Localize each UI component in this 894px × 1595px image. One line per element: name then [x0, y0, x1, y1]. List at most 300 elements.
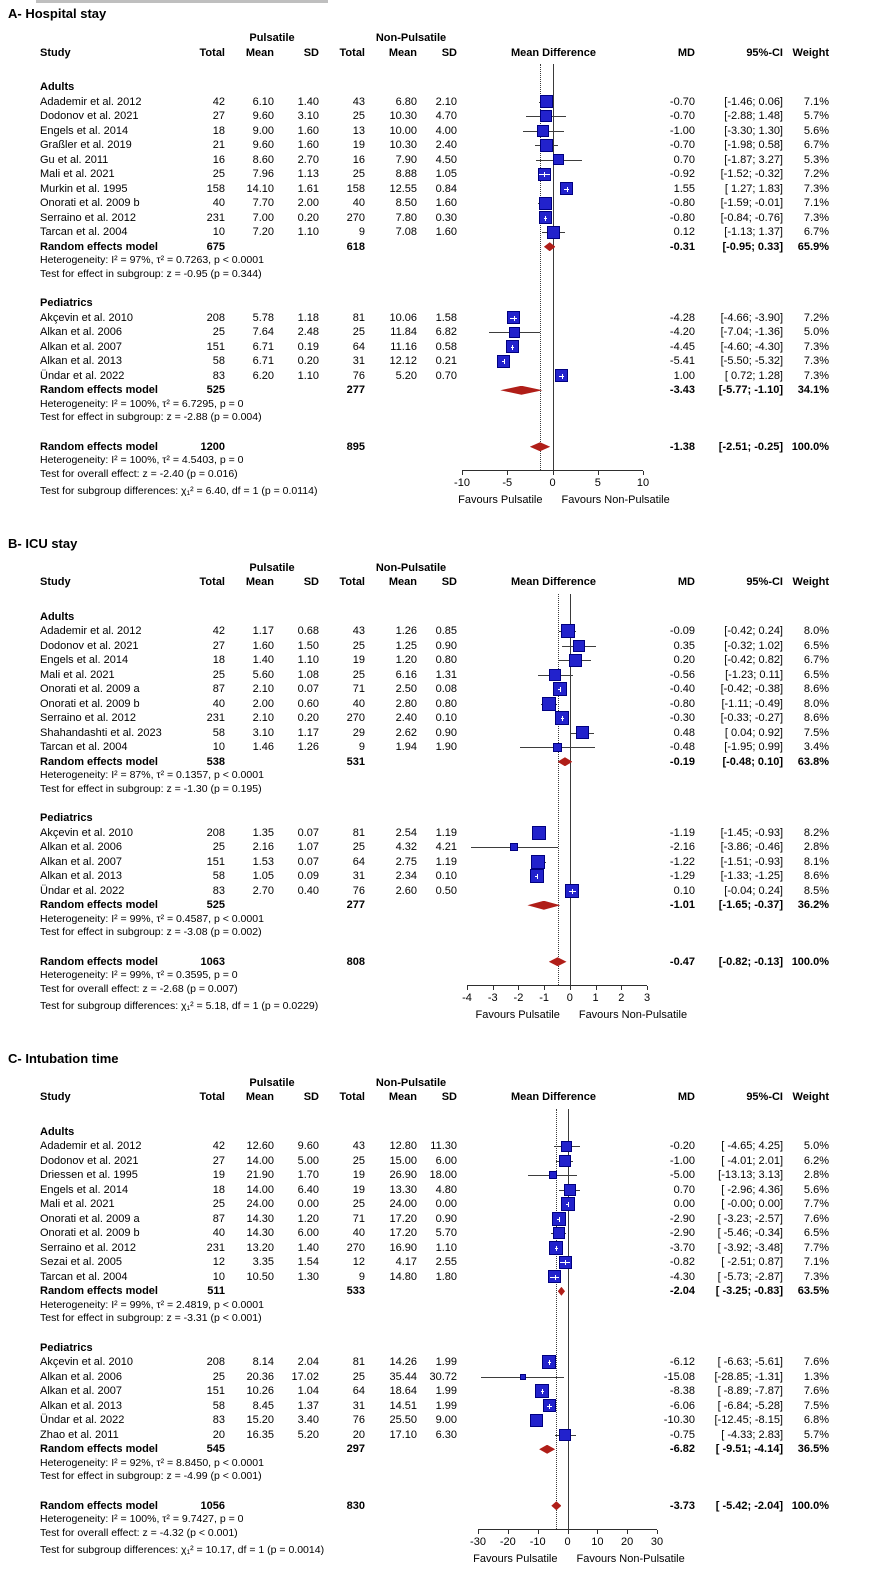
empty-cell [365, 811, 417, 826]
x-axis-tick-label: 5 [594, 476, 601, 489]
md-white-tick [549, 1360, 550, 1365]
sd-non-pulsatile: 1.19 [435, 855, 457, 868]
study-name: Alkan et al. 2007 [40, 340, 122, 353]
study-row [0, 1226, 894, 1241]
mean-pulsatile: 3.10 [252, 726, 274, 739]
md-white-tick [512, 345, 513, 350]
sd-non-pulsatile-header: SD [441, 576, 457, 588]
weight-value: 8.1% [803, 855, 829, 868]
x-axis-tick [596, 986, 597, 990]
sd-non-pulsatile: 4.21 [435, 841, 457, 853]
sd-pulsatile: 1.37 [297, 1399, 319, 1412]
plot-cell [457, 955, 650, 970]
sd-pulsatile: 1.54 [297, 1256, 319, 1268]
total-non-pulsatile: 64 [352, 1385, 365, 1397]
weight-value: 100.0% [791, 1499, 829, 1512]
empty-cell [417, 610, 457, 625]
sd-pulsatile: 1.26 [297, 741, 319, 753]
md-white-tick [560, 687, 561, 692]
ci-value: [-0.42; 0.82] [724, 654, 783, 666]
total-non-pulsatile: 270 [346, 712, 365, 724]
group-label-non-pulsatile: Non-Pulsatile [375, 1076, 447, 1089]
study-row [0, 1270, 894, 1285]
summary-diamond [558, 757, 573, 766]
empty-cell [225, 755, 274, 770]
mean-pulsatile: 14.30 [246, 1227, 274, 1239]
sd-non-pulsatile: 1.60 [435, 197, 457, 209]
column-group-header [0, 31, 894, 46]
md-value: -5.00 [669, 1169, 695, 1181]
total-non-pulsatile: 270 [346, 211, 365, 224]
md-value: 0.70 [673, 1183, 695, 1196]
total-non-pulsatile: 76 [352, 369, 365, 382]
empty-cell [417, 1442, 457, 1457]
study-row [0, 1154, 894, 1169]
x-axis-tick-label: 0 [566, 991, 573, 1004]
total-non-pulsatile: 16 [352, 153, 365, 166]
sd-pulsatile: 1.61 [297, 182, 319, 195]
md-value: -0.92 [669, 168, 695, 180]
plot-cell [457, 884, 650, 899]
md-value: -2.16 [669, 841, 695, 853]
study-name: Zhao et al. 2011 [40, 1428, 119, 1441]
total-non-pulsatile: 277 [346, 384, 365, 396]
weight-value: 6.7% [803, 226, 829, 238]
total-non-pulsatile: 9 [358, 1270, 365, 1283]
ci-value: [-5.77; -1.10] [718, 384, 783, 396]
mean-pulsatile: 3.35 [252, 1256, 274, 1268]
study-name: Ündar et al. 2022 [40, 369, 125, 382]
md-value: -0.09 [669, 625, 695, 637]
ci-value: [-1.52; -0.32] [720, 168, 783, 180]
ci-value: [-0.33; -0.27] [720, 712, 783, 724]
md-header: MD [677, 1091, 695, 1103]
study-row [0, 182, 894, 197]
sd-pulsatile: 5.20 [297, 1428, 319, 1441]
total-non-pulsatile: 12 [352, 1256, 365, 1268]
mean-pulsatile-header: Mean [245, 46, 274, 59]
empty-cell [695, 80, 783, 95]
x-axis-tick [462, 471, 463, 475]
sd-pulsatile: 17.02 [291, 1370, 319, 1383]
mean-non-pulsatile: 2.75 [395, 855, 417, 868]
study-row [0, 124, 894, 139]
study-row [0, 1241, 894, 1256]
sd-non-pulsatile: 2.10 [435, 95, 457, 108]
study-row [0, 840, 894, 855]
study-row [0, 109, 894, 124]
sd-pulsatile: 0.68 [297, 625, 319, 637]
sd-pulsatile: 3.10 [297, 110, 319, 122]
effect-square [561, 624, 575, 638]
ci-value: [-7.04; -1.36] [720, 326, 783, 338]
mean-non-pulsatile: 6.80 [395, 95, 417, 108]
mean-pulsatile: 6.10 [252, 95, 274, 108]
mean-non-pulsatile-header: Mean [388, 1091, 417, 1103]
empty-cell [365, 1125, 417, 1140]
sd-non-pulsatile: 0.90 [435, 726, 457, 739]
total-non-pulsatile: 25 [352, 668, 365, 681]
md-white-tick [544, 172, 545, 177]
mean-pulsatile: 13.20 [246, 1241, 274, 1254]
weight-value: 3.4% [803, 741, 829, 753]
x-axis-tick-label: 10 [636, 476, 650, 489]
heterogeneity-note: Test for effect in subgroup: z = -4.99 (p < 0.001) [40, 1470, 262, 1482]
plot-cell [457, 898, 650, 913]
ci-value: [-1.65; -0.37] [718, 899, 783, 911]
md-value: -0.70 [669, 139, 695, 151]
empty-cell [319, 80, 365, 95]
study-name: Alkan et al. 2007 [40, 855, 122, 868]
empty-cell [225, 1442, 274, 1457]
mean-pulsatile: 1.17 [252, 625, 274, 637]
plot-cell [457, 653, 650, 668]
weight-value: 7.3% [803, 340, 829, 353]
mean-pulsatile: 9.60 [252, 139, 274, 151]
study-name: Alkan et al. 2013 [40, 1399, 122, 1412]
sd-non-pulsatile: 30.72 [429, 1370, 457, 1383]
effect-square [553, 154, 564, 165]
plot-cell [457, 682, 650, 697]
total-pulsatile: 1056 [200, 1499, 225, 1512]
x-axis-tick [568, 1530, 569, 1534]
sd-non-pulsatile: 1.99 [435, 1356, 457, 1368]
study-row [0, 711, 894, 726]
total-pulsatile: 10 [212, 226, 225, 238]
sd-pulsatile: 1.20 [297, 1212, 319, 1225]
study-row [0, 726, 894, 741]
x-axis-tick-label: -10 [454, 476, 470, 489]
mean-non-pulsatile: 4.32 [395, 841, 417, 853]
study-row [0, 167, 894, 182]
ci-value: [ -3.23; -2.57] [717, 1212, 783, 1225]
md-white-tick [542, 1389, 543, 1394]
mean-non-pulsatile: 1.94 [395, 741, 417, 753]
sd-non-pulsatile: 0.85 [435, 625, 457, 637]
effect-square [569, 654, 582, 667]
weight-value: 7.7% [803, 1241, 829, 1254]
weight-value: 6.5% [803, 639, 829, 652]
total-pulsatile: 40 [212, 697, 225, 710]
total-pulsatile: 25 [212, 841, 225, 853]
mean-non-pulsatile: 10.30 [389, 110, 417, 122]
sd-non-pulsatile-header: SD [441, 46, 457, 59]
effect-square [553, 743, 562, 752]
x-axis-tick-label: -3 [487, 991, 498, 1004]
study-name: Serraino et al. 2012 [40, 1241, 137, 1254]
plot-cell [457, 1241, 650, 1256]
md-white-tick [537, 874, 538, 879]
total-non-pulsatile: 31 [352, 1399, 365, 1412]
summary-label: Random effects model [40, 440, 158, 453]
mean-non-pulsatile-header: Mean [388, 576, 417, 588]
weight-value: 8.6% [803, 870, 829, 882]
sd-non-pulsatile: 4.50 [435, 153, 457, 166]
plot-cell [457, 325, 650, 340]
study-name: Akçevin et al. 2010 [40, 826, 133, 839]
total-non-pulsatile: 20 [352, 1428, 365, 1441]
cropped-text-artifact [36, 0, 328, 3]
study-name: Serraino et al. 2012 [40, 211, 137, 224]
overall-note: Test for overall effect: z = -2.40 (p = 0.016) [40, 467, 238, 480]
plot-cell [457, 153, 650, 168]
ci-value: [-0.04; 0.24] [724, 884, 783, 897]
plot-cell [457, 1183, 650, 1198]
total-non-pulsatile: 9 [358, 226, 365, 238]
weight-value: 5.3% [803, 153, 829, 166]
sd-non-pulsatile: 0.10 [435, 870, 457, 882]
total-pulsatile: 12 [212, 1256, 225, 1268]
total-pulsatile: 42 [212, 625, 225, 637]
x-axis-tick-label: 2 [618, 991, 625, 1004]
sd-non-pulsatile: 1.99 [435, 1385, 457, 1397]
total-non-pulsatile: 43 [352, 1140, 365, 1152]
sd-non-pulsatile: 6.82 [435, 326, 457, 338]
sd-non-pulsatile: 0.70 [435, 369, 457, 382]
weight-value: 2.8% [803, 841, 829, 853]
mean-pulsatile: 14.00 [246, 1154, 274, 1167]
empty-cell [274, 1442, 319, 1457]
sd-non-pulsatile: 0.10 [435, 712, 457, 724]
md-value: -4.45 [669, 340, 695, 353]
sd-pulsatile: 1.04 [297, 1385, 319, 1397]
total-pulsatile: 25 [212, 668, 225, 681]
subgroup-name: Pediatrics [40, 1341, 93, 1354]
effect-square [559, 1155, 571, 1167]
sd-pulsatile: 1.50 [297, 639, 319, 652]
md-value: -0.30 [669, 712, 695, 724]
x-axis-tick [467, 986, 468, 990]
empty-cell [185, 296, 225, 311]
spacer [0, 940, 894, 955]
empty-cell [274, 1284, 319, 1299]
md-value: -6.12 [669, 1356, 695, 1368]
md-white-tick [556, 1246, 557, 1251]
sd-non-pulsatile: 2.55 [435, 1256, 457, 1268]
column-group-header [0, 561, 894, 576]
sd-pulsatile-header: SD [303, 576, 319, 588]
plot-cell [457, 95, 650, 110]
weight-header: Weight [792, 576, 829, 588]
md-header: MD [677, 576, 695, 588]
heterogeneity-note: Heterogeneity: I² = 97%, τ² = 0.7263, p < 0.0001 [40, 254, 264, 266]
sd-non-pulsatile: 0.30 [435, 211, 457, 224]
mean-non-pulsatile: 6.16 [395, 668, 417, 681]
mean-non-pulsatile: 26.90 [389, 1169, 417, 1181]
x-axis-tick [627, 1530, 628, 1534]
mean-non-pulsatile: 11.84 [390, 326, 417, 338]
weight-value: 7.6% [803, 1212, 829, 1225]
md-value: -1.01 [669, 899, 695, 911]
study-name: Akçevin et al. 2010 [40, 311, 133, 324]
total-non-pulsatile: 25 [352, 326, 365, 338]
spacer [0, 590, 894, 610]
empty-cell [185, 80, 225, 95]
weight-value: 7.7% [803, 1198, 829, 1210]
study-name: Onorati et al. 2009 b [40, 1227, 140, 1239]
weight-value: 7.3% [803, 355, 829, 367]
empty-cell [274, 383, 319, 398]
weight-value: 5.0% [803, 1140, 829, 1152]
overall-summary-row [0, 955, 894, 970]
plot-cell [457, 1125, 650, 1140]
total-non-pulsatile: 25 [352, 841, 365, 853]
study-name: Alkan et al. 2006 [40, 841, 122, 853]
mean-pulsatile: 9.00 [252, 124, 274, 137]
md-header: MD [677, 46, 695, 59]
overall-block [0, 1499, 894, 1581]
md-value: -0.20 [669, 1140, 695, 1152]
group-label-pulsatile: Pulsatile [249, 561, 295, 574]
md-value: -1.38 [669, 440, 695, 453]
overall-note: Test for overall effect: z = -4.32 (p < 0.001) [40, 1526, 238, 1539]
total-non-pulsatile: 25 [352, 639, 365, 652]
study-name: Dodonov et al. 2021 [40, 1154, 139, 1167]
plot-cell [457, 225, 650, 240]
md-value: 1.00 [673, 369, 695, 382]
total-non-pulsatile: 533 [346, 1285, 365, 1297]
total-non-pulsatile-header: Total [339, 1091, 365, 1103]
plot-cell [457, 311, 650, 326]
ci-value: [ 1.27; 1.83] [724, 182, 783, 195]
spacer [0, 281, 894, 296]
subgroup-summary-row [0, 755, 894, 770]
mean-pulsatile: 10.50 [246, 1270, 274, 1283]
weight-value: 7.3% [803, 1270, 829, 1283]
plot-cell [457, 1226, 650, 1241]
empty-cell [650, 610, 695, 625]
weight-value: 6.7% [803, 654, 829, 666]
sd-pulsatile: 0.20 [297, 712, 319, 724]
weight-value: 7.3% [803, 182, 829, 195]
total-pulsatile: 19 [212, 1169, 225, 1181]
mean-pulsatile: 7.20 [252, 226, 274, 238]
mean-non-pulsatile: 7.80 [395, 211, 417, 224]
empty-cell [225, 80, 274, 95]
sd-pulsatile: 1.18 [297, 311, 319, 324]
total-pulsatile: 158 [206, 182, 225, 195]
empty-cell [417, 1499, 457, 1514]
study-row [0, 196, 894, 211]
study-row [0, 1183, 894, 1198]
mean-pulsatile: 1.46 [252, 741, 274, 753]
overall-summary-row [0, 440, 894, 455]
study-name: Mali et al. 2021 [40, 668, 115, 681]
study-name: Alkan et al. 2013 [40, 355, 122, 367]
empty-cell [650, 811, 695, 826]
mean-non-pulsatile: 1.26 [395, 625, 417, 637]
study-name: Dodonov et al. 2021 [40, 639, 139, 652]
subgroup-name: Adults [40, 1125, 75, 1138]
effect-square [539, 197, 552, 210]
summary-label: Random effects model [40, 1285, 158, 1297]
total-pulsatile: 87 [212, 683, 225, 695]
total-pulsatile: 151 [206, 340, 225, 353]
total-pulsatile-header: Total [199, 1091, 225, 1103]
sd-non-pulsatile: 0.84 [435, 182, 457, 195]
empty-cell [225, 383, 274, 398]
x-axis-tick [478, 1530, 479, 1534]
md-value: -0.48 [669, 741, 695, 753]
sd-non-pulsatile: 0.80 [435, 654, 457, 666]
weight-value: 8.5% [803, 884, 829, 897]
total-pulsatile: 18 [212, 654, 225, 666]
heterogeneity-note: Test for effect in subgroup: z = -3.31 (p < 0.001) [40, 1312, 262, 1324]
x-axis-tick-label: 3 [643, 991, 651, 1004]
panel-title: A- Hospital stay [8, 6, 107, 21]
summary-diamond [544, 242, 556, 251]
x-axis-tick [538, 1530, 539, 1534]
total-non-pulsatile: 277 [346, 899, 365, 911]
total-pulsatile: 18 [212, 1183, 225, 1196]
md-value: -4.28 [669, 311, 695, 324]
summary-label: Random effects model [40, 240, 158, 253]
x-axis-tick-label: -20 [499, 1535, 516, 1548]
empty-cell [274, 610, 319, 625]
mean-pulsatile: 8.14 [252, 1356, 274, 1368]
empty-cell [274, 1499, 319, 1514]
heterogeneity-note: Heterogeneity: I² = 87%, τ² = 0.1357, p < 0.0001 [40, 769, 264, 781]
empty-cell [319, 1125, 365, 1140]
ci-value: [-1.51; -0.93] [720, 855, 783, 868]
md-value: -10.30 [663, 1414, 695, 1426]
total-pulsatile: 25 [212, 168, 225, 180]
md-value: -2.04 [669, 1285, 695, 1297]
empty-cell [365, 240, 417, 255]
empty-cell [185, 811, 225, 826]
mean-pulsatile: 16.35 [246, 1428, 274, 1441]
empty-cell [783, 296, 829, 311]
ci-value: [ -4.01; 2.01] [721, 1154, 783, 1167]
overall-block [0, 955, 894, 1037]
plot-cell [457, 80, 650, 95]
mean-pulsatile: 2.00 [252, 697, 274, 710]
study-name: Alkan et al. 2006 [40, 326, 122, 338]
md-value: -0.70 [669, 95, 695, 108]
ci-value: [ -4.33; 2.83] [721, 1428, 783, 1441]
mean-non-pulsatile: 1.20 [395, 654, 417, 666]
total-pulsatile: 538 [206, 755, 225, 768]
weight-value: 8.6% [803, 683, 829, 695]
empty-cell [417, 1125, 457, 1140]
effect-square [540, 95, 553, 108]
effect-square [531, 855, 545, 869]
empty-cell [185, 610, 225, 625]
empty-cell [365, 955, 417, 970]
total-non-pulsatile: 25 [352, 1154, 365, 1167]
sd-pulsatile: 5.00 [297, 1154, 319, 1167]
effect-square [540, 139, 553, 152]
ci-value: [-1.23; 0.11] [725, 668, 783, 681]
x-axis-tick [598, 471, 599, 475]
plot-cell [457, 826, 650, 841]
ci-value: [ -5.46; -0.34] [717, 1227, 783, 1239]
total-pulsatile: 25 [212, 1370, 225, 1383]
subgroup-name: Pediatrics [40, 297, 93, 309]
mean-pulsatile: 8.60 [252, 153, 274, 166]
spacer [0, 60, 894, 80]
total-pulsatile: 18 [212, 124, 225, 137]
mean-non-pulsatile: 14.80 [389, 1270, 417, 1283]
mean-pulsatile: 8.45 [252, 1399, 274, 1412]
plot-cell [457, 1384, 650, 1399]
plot-cell [457, 755, 650, 770]
total-pulsatile: 525 [206, 899, 225, 911]
ci-value: [-28.85; -1.31] [714, 1370, 783, 1383]
empty-cell [365, 296, 417, 311]
mean-non-pulsatile: 35.44 [389, 1370, 417, 1383]
effect-square [509, 327, 520, 338]
